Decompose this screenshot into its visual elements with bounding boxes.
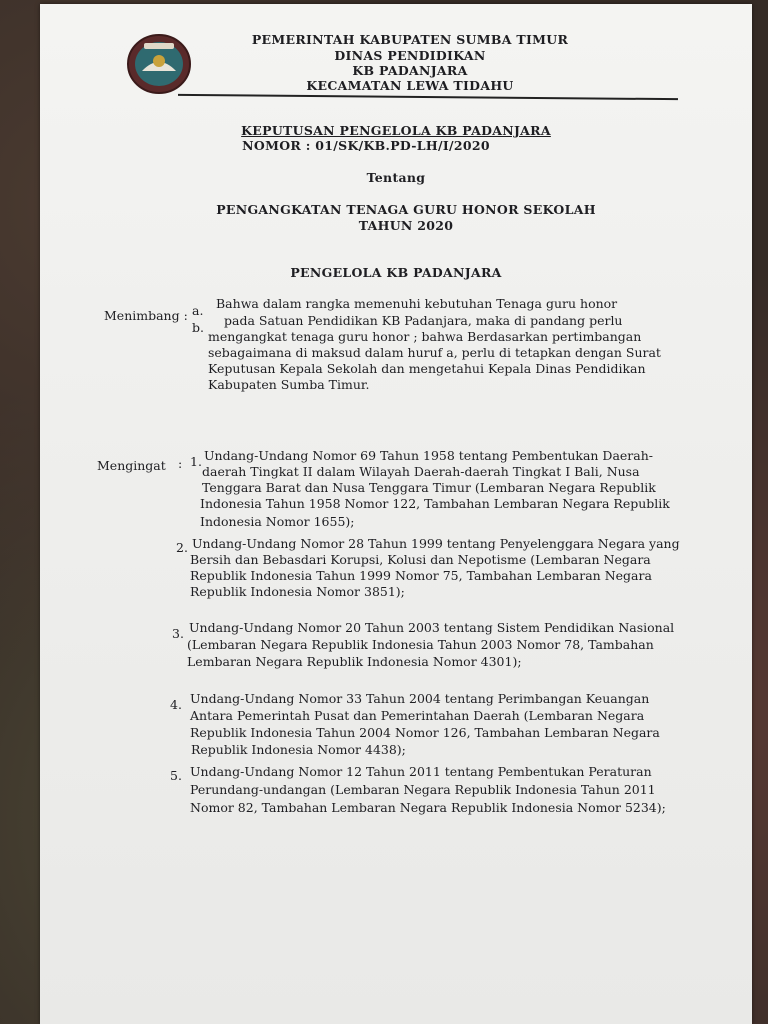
menimbang-marker-a: a. — [192, 303, 204, 318]
law-item-line: Republik Indonesia Nomor 4438); — [191, 742, 406, 757]
decree-year: TAHUN 2020 — [358, 218, 454, 233]
law-item-number: 1. — [190, 454, 202, 469]
menimbang-line: mengangkat tenaga guru honor ; bahwa Berdasarkan pertimbangan — [208, 329, 642, 344]
regency-emblem-icon — [126, 33, 192, 95]
law-item-line: Tenggara Barat dan Nusa Tenggara Timur (Lembaran Negara Republik — [202, 480, 656, 495]
menimbang-line: Keputusan Kepala Sekolah dan mengetahui Kepala Dinas Pendidikan — [208, 361, 646, 376]
law-item-line: Bersih dan Bebasdari Korupsi, Kolusi dan Nepotisme (Lembaran Negara — [190, 552, 651, 567]
header-department: DINAS PENDIDIKAN — [334, 48, 486, 63]
law-item-line: Perundang-undangan (Lembaran Negara Republik Indonesia Tahun 2011 — [190, 782, 656, 797]
law-item-line: Republik Indonesia Tahun 1999 Nomor 75, Tambahan Lembaran Negara — [190, 568, 652, 583]
decree-number: NOMOR : 01/SK/KB.PD-LH/I/2020 — [242, 138, 490, 153]
header-district: KECAMATAN LEWA TIDAHU — [306, 78, 514, 93]
menimbang-line: sebagaimana di maksud dalam huruf a, perlu di tetapkan dengan Surat — [208, 345, 661, 360]
law-item-line: Antara Pemerintah Pusat dan Pemerintahan Daerah (Lembaran Negara — [190, 708, 645, 723]
law-item-line: Indonesia Tahun 1958 Nomor 122, Tambahan Lembaran Negara Republik — [200, 496, 670, 511]
decree-title: KEPUTUSAN PENGELOLA KB PADANJARA — [241, 123, 551, 138]
law-item-line: Undang-Undang Nomor 12 Tahun 2011 tentang Pembentukan Peraturan — [190, 764, 652, 779]
law-item-line: Lembaran Negara Republik Indonesia Nomor 4301); — [187, 654, 522, 669]
law-item-line: daerah Tingkat II dalam Wilayah Daerah-daerah Tingkat I Bali, Nusa — [202, 464, 640, 479]
law-item-number: 4. — [170, 697, 182, 712]
law-item-number: 5. — [170, 768, 182, 783]
decree-issuer: PENGELOLA KB PADANJARA — [290, 265, 502, 280]
header-school: KB PADANJARA — [352, 63, 468, 78]
law-item-line: Undang-Undang Nomor 28 Tahun 1999 tentang Penyelenggara Negara yang — [192, 536, 680, 551]
header-government: PEMERINTAH KABUPATEN SUMBA TIMUR — [251, 32, 569, 47]
mengingat-colon: : — [178, 456, 183, 471]
law-item-number: 2. — [176, 540, 188, 555]
law-item-line: Undang-Undang Nomor 33 Tahun 2004 tentang Perimbangan Keuangan — [190, 691, 650, 706]
menimbang-line: pada Satuan Pendidikan KB Padanjara, maka di pandang perlu — [224, 313, 623, 328]
mengingat-label: Mengingat — [97, 458, 166, 473]
menimbang-line: Kabupaten Sumba Timur. — [208, 377, 370, 392]
decree-subject: PENGANGKATAN TENAGA GURU HONOR SEKOLAH — [216, 202, 596, 217]
menimbang-line: Bahwa dalam rangka memenuhi kebutuhan Tenaga guru honor — [216, 296, 618, 311]
law-item-line: Nomor 82, Tambahan Lembaran Negara Republik Indonesia Nomor 5234); — [190, 800, 666, 815]
law-item-line: Indonesia Nomor 1655); — [200, 514, 355, 529]
document-page — [40, 4, 752, 1024]
law-item-number: 3. — [172, 626, 184, 641]
menimbang-label: Menimbang : — [104, 308, 188, 323]
law-item-line: (Lembaran Negara Republik Indonesia Tahun 2003 Nomor 78, Tambahan — [187, 637, 654, 652]
law-item-line: Undang-Undang Nomor 69 Tahun 1958 tentang Pembentukan Daerah- — [204, 448, 653, 463]
law-item-line: Republik Indonesia Tahun 2004 Nomor 126, Tambahan Lembaran Negara — [190, 725, 660, 740]
law-item-line: Undang-Undang Nomor 20 Tahun 2003 tentang Sistem Pendidikan Nasional — [189, 620, 675, 635]
decree-about-label: Tentang — [366, 170, 426, 185]
law-item-line: Republik Indonesia Nomor 3851); — [190, 584, 405, 599]
menimbang-marker-b: b. — [192, 320, 204, 335]
